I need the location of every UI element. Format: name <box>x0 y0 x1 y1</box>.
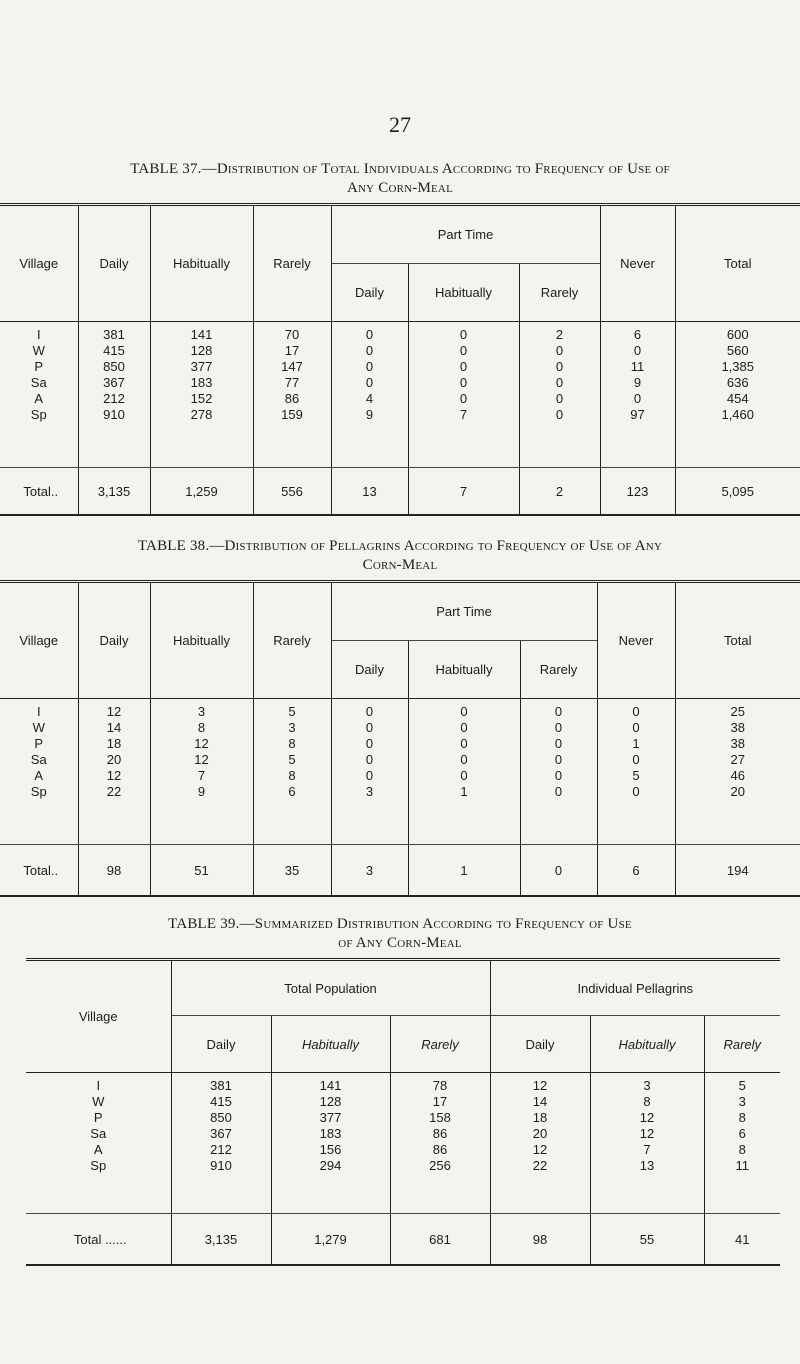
table39-total-ip-rarely: 41 <box>704 1214 780 1266</box>
table39-cell: W <box>92 1094 105 1109</box>
table39-col-tp-daily <box>171 1073 271 1214</box>
table38-cell: 0 <box>365 752 374 767</box>
table37-cell: Sa <box>30 375 47 390</box>
table39-total-ip-daily: 98 <box>490 1214 590 1266</box>
table37-cell: 0 <box>555 359 564 374</box>
table37-cell: 0 <box>633 391 642 406</box>
table37-body <box>0 322 800 468</box>
table37-cell: W <box>32 343 45 358</box>
table38-col-pt-rarely <box>520 699 597 845</box>
table37-cell: P <box>34 359 44 374</box>
table37-caption <box>0 160 800 198</box>
table37-total-pt-daily: 13 <box>331 468 408 516</box>
table39-cell: 12 <box>532 1142 548 1157</box>
table38-header-part-time: Part Time <box>331 582 597 641</box>
table37-header-never: Never <box>600 205 675 322</box>
table38-cell: 12 <box>194 736 209 751</box>
table37-cell: 0 <box>555 343 564 358</box>
table38-cell: 8 <box>197 720 206 735</box>
table38-cell: 20 <box>106 752 122 767</box>
table37-header-daily: Daily <box>78 205 150 322</box>
table37-cell: 0 <box>365 359 374 374</box>
table38-total-rarely: 35 <box>253 845 331 897</box>
table39-cell: 3 <box>738 1094 746 1109</box>
table39-caption <box>0 915 800 953</box>
table39-cell: 12 <box>639 1126 655 1141</box>
table39-col-tp-habitually <box>271 1073 390 1214</box>
table37-cell: 850 <box>103 359 125 374</box>
table38-header-pt-habitually: Habitually <box>408 641 520 699</box>
table39-cell: 141 <box>319 1078 342 1093</box>
table39-total-ip-habitually: 55 <box>590 1214 704 1266</box>
table38-cell: 1 <box>632 736 640 751</box>
table39 <box>26 958 780 1266</box>
table37-total-label: Total.. <box>0 468 78 516</box>
table38-cell: 6 <box>288 784 296 799</box>
table38-cell: 3 <box>288 720 296 735</box>
table37-cell: 0 <box>365 343 374 358</box>
table37-cell: 9 <box>365 407 374 422</box>
table38-total-pt-daily: 3 <box>331 845 408 897</box>
table38-cell: 5 <box>288 704 296 719</box>
table39-cell: 12 <box>639 1110 655 1125</box>
table39-header-ip-daily: Daily <box>490 1016 590 1073</box>
table39-cell: 8 <box>738 1142 746 1157</box>
table39-col-ip-habitually <box>590 1073 704 1214</box>
table37-cell: 86 <box>284 391 300 406</box>
table39-cell: 78 <box>432 1078 448 1093</box>
table38-cell: 3 <box>197 704 206 719</box>
table37-cell: 183 <box>190 375 213 390</box>
table37-cell: 0 <box>555 407 564 422</box>
table38-cell: 0 <box>632 752 640 767</box>
table39-cell: 367 <box>210 1126 232 1141</box>
table38 <box>0 580 800 897</box>
table38-cell: 14 <box>106 720 122 735</box>
table39-header-total-population: Total Population <box>171 960 490 1016</box>
table37-cell: 0 <box>459 343 468 358</box>
table37-cell: 560 <box>726 343 749 358</box>
table37-caption-line2: Any Corn-Meal <box>346 180 453 196</box>
table39-cell: 415 <box>210 1094 232 1109</box>
table37-cell: 910 <box>103 407 125 422</box>
table37-cell: 159 <box>281 407 303 422</box>
table38-cell: 18 <box>106 736 122 751</box>
table38-cell: 0 <box>460 704 468 719</box>
table39-cell: 13 <box>639 1158 655 1173</box>
table37-cell: 454 <box>726 391 749 406</box>
table37-col-never <box>600 322 675 468</box>
table37-col-rarely <box>253 322 331 468</box>
table38-caption <box>0 537 800 575</box>
table38-header-daily: Daily <box>78 582 150 699</box>
table37-cell: 212 <box>103 391 125 406</box>
table38-cell: 38 <box>730 736 745 751</box>
page-number: 27 <box>389 112 411 137</box>
table38-total-pt-rarely: 0 <box>520 845 597 897</box>
table38-cell: 3 <box>365 784 374 799</box>
table38-header-rarely: Rarely <box>253 582 331 699</box>
table38-cell: 38 <box>730 720 745 735</box>
table37-col-pt-rarely <box>519 322 600 468</box>
table37-cell: 600 <box>726 327 749 342</box>
table39-cell: 86 <box>432 1142 448 1157</box>
table38-header-village: Village <box>0 582 78 699</box>
table39-cell: Sp <box>90 1158 107 1173</box>
table38-col-never <box>597 699 675 845</box>
table38-cell: 12 <box>106 768 122 783</box>
table39-header-village: Village <box>26 960 171 1073</box>
table39-col-ip-daily <box>490 1073 590 1214</box>
table38-cell: 5 <box>632 768 640 783</box>
table39-cell: 294 <box>319 1158 342 1173</box>
table38-body <box>0 699 800 845</box>
table37-header-habitually: Habitually <box>150 205 253 322</box>
table38-cell: 0 <box>365 768 374 783</box>
table37-cell: 152 <box>190 391 213 406</box>
table38-total-label: Total.. <box>0 845 78 897</box>
table38-cell: 0 <box>365 736 374 751</box>
table37-cell: 2 <box>555 327 564 342</box>
table37-cell: 7 <box>459 407 468 422</box>
table39-body <box>26 1073 780 1214</box>
table39-caption-line2: of Any Corn-Meal <box>338 935 462 951</box>
table38-cell: W <box>32 720 45 735</box>
table37-header-part-time: Part Time <box>331 205 600 264</box>
table39-col-tp-rarely <box>390 1073 490 1214</box>
table37-caption-prefix: TABLE 37.— <box>130 161 217 177</box>
table39-header-tp-daily: Daily <box>171 1016 271 1073</box>
table38-header-pt-rarely: Rarely <box>520 641 597 699</box>
table38-cell: 0 <box>554 736 563 751</box>
table38-cell: Sp <box>30 784 47 799</box>
table37-total-never: 123 <box>600 468 675 516</box>
table37-cell: 0 <box>365 327 374 342</box>
table38-total-row <box>0 845 800 897</box>
table37-cell: 77 <box>284 375 300 390</box>
table39-cell: A <box>93 1142 103 1157</box>
table37-total-pt-habitually: 7 <box>408 468 519 516</box>
table38-cell: 0 <box>554 768 563 783</box>
table39-total-label: Total ...... <box>26 1214 171 1266</box>
table38-total-never: 6 <box>597 845 675 897</box>
table37-cell: 9 <box>633 375 642 390</box>
table37-cell: A <box>34 391 44 406</box>
table37-cell: 415 <box>103 343 125 358</box>
table38-cell: 22 <box>106 784 122 799</box>
table39-cell: 6 <box>738 1126 746 1141</box>
table39-cell: 14 <box>532 1094 548 1109</box>
table38-col-rarely <box>253 699 331 845</box>
table39-cell: 86 <box>432 1126 448 1141</box>
table39-caption-line1: Summarized Distribution According to Frequency of Use <box>254 916 632 932</box>
table38-cell: I <box>36 704 41 719</box>
table39-cell: I <box>96 1078 101 1093</box>
table38-header-never: Never <box>597 582 675 699</box>
table38-caption-line1: Distribution of Pellagrins According to Frequency of Use of Any <box>224 538 663 554</box>
table37-cell: I <box>36 327 41 342</box>
table37-cell: 4 <box>365 391 374 406</box>
table37-cell: 1,460 <box>721 407 755 422</box>
table37-cell: 6 <box>633 327 642 342</box>
table37-cell: 0 <box>555 375 564 390</box>
table39-cell: 910 <box>210 1158 232 1173</box>
table39-cell: 377 <box>319 1110 342 1125</box>
table39-cell: 850 <box>210 1110 232 1125</box>
table37-col-total <box>675 322 800 468</box>
table39-cell: 212 <box>210 1142 232 1157</box>
table37-total-pt-rarely: 2 <box>519 468 600 516</box>
table38-cell: 0 <box>632 784 640 799</box>
table37-cell: 0 <box>459 391 468 406</box>
table38-cell: 8 <box>288 768 296 783</box>
table39-header-individual-pellagrins: Individual Pellagrins <box>490 960 780 1016</box>
table39-header-tp-habitually: Habitually <box>271 1016 390 1073</box>
table37-cell: 17 <box>284 343 300 358</box>
table37-cell: 0 <box>459 375 468 390</box>
table39-total-tp-daily: 3,135 <box>171 1214 271 1266</box>
table37-cell: 0 <box>555 391 564 406</box>
table39-cell: 5 <box>738 1078 746 1093</box>
table37-cell: 367 <box>103 375 125 390</box>
table39-cell: 18 <box>532 1110 548 1125</box>
table38-cell: 12 <box>194 752 209 767</box>
table38-col-village <box>0 699 78 845</box>
table37-cell: 0 <box>459 359 468 374</box>
table37-total-rarely: 556 <box>253 468 331 516</box>
table37-cell: 278 <box>190 407 213 422</box>
table38-total-habitually: 51 <box>150 845 253 897</box>
table37-header-village: Village <box>0 205 78 322</box>
table38-cell: P <box>34 736 44 751</box>
table38-cell: A <box>34 768 44 783</box>
table38-cell: 0 <box>554 784 563 799</box>
table38-col-pt-habitually <box>408 699 520 845</box>
table38-cell: 0 <box>460 752 468 767</box>
table37-cell: Sp <box>30 407 47 422</box>
table37-col-daily <box>78 322 150 468</box>
table37-cell: 70 <box>284 327 300 342</box>
table37-cell: 147 <box>281 359 303 374</box>
table38-col-pt-daily <box>331 699 408 845</box>
table38-cell: 0 <box>632 704 640 719</box>
table38-cell: Sa <box>30 752 47 767</box>
table38-cell: 1 <box>460 784 468 799</box>
table38-total-daily: 98 <box>78 845 150 897</box>
table38-header-pt-daily: Daily <box>331 641 408 699</box>
table39-cell: Sa <box>90 1126 107 1141</box>
table39-cell: 256 <box>429 1158 451 1173</box>
table39-header-tp-rarely: Rarely <box>390 1016 490 1073</box>
table37-col-pt-habitually <box>408 322 519 468</box>
table38-cell: 7 <box>197 768 206 783</box>
table37-header-total: Total <box>675 205 800 322</box>
table37-cell: 0 <box>633 343 642 358</box>
table38-cell: 0 <box>460 768 468 783</box>
table39-total-tp-habitually: 1,279 <box>271 1214 390 1266</box>
table38-cell: 0 <box>554 704 563 719</box>
table39-cell: P <box>93 1110 103 1125</box>
table39-caption-prefix: TABLE 39.— <box>168 916 255 932</box>
table38-caption-line2: Corn-Meal <box>362 557 438 573</box>
table37-header-pt-habitually: Habitually <box>408 264 519 322</box>
table37-total-total: 5,095 <box>675 468 800 516</box>
table39-col-village <box>26 1073 171 1214</box>
table38-cell: 8 <box>288 736 296 751</box>
table37-col-habitually <box>150 322 253 468</box>
table38-cell: 0 <box>554 752 563 767</box>
table37-col-village <box>0 322 78 468</box>
table39-cell: 156 <box>319 1142 342 1157</box>
table39-cell: 12 <box>532 1078 548 1093</box>
table38-col-habitually <box>150 699 253 845</box>
table39-header-ip-habitually: Habitually <box>590 1016 704 1073</box>
table38-header-total: Total <box>675 582 800 699</box>
table37-cell: 636 <box>726 375 749 390</box>
table37-header-pt-daily: Daily <box>331 264 408 322</box>
table38-caption-prefix: TABLE 38.— <box>137 538 225 554</box>
table37-cell: 0 <box>459 327 468 342</box>
table39-cell: 381 <box>210 1078 232 1093</box>
table37-col-pt-daily <box>331 322 408 468</box>
table38-cell: 25 <box>730 704 745 719</box>
table39-cell: 183 <box>319 1126 342 1141</box>
table37-cell: 381 <box>103 327 125 342</box>
table37-header-pt-rarely: Rarely <box>519 264 600 322</box>
table38-cell: 9 <box>197 784 206 799</box>
table38-cell: 46 <box>730 768 745 783</box>
table38-cell: 5 <box>288 752 296 767</box>
table38-cell: 27 <box>730 752 745 767</box>
table38-cell: 0 <box>365 720 374 735</box>
table37-caption-line1: Distribution of Total Individuals According to Frequency of Use of <box>216 161 670 177</box>
table39-cell: 22 <box>532 1158 548 1173</box>
table39-cell: 128 <box>319 1094 342 1109</box>
table39-cell: 3 <box>643 1078 651 1093</box>
table38-cell: 0 <box>632 720 640 735</box>
table38-col-total <box>675 699 800 845</box>
table38-cell: 20 <box>730 784 745 799</box>
table39-cell: 8 <box>643 1094 651 1109</box>
table39-cell: 17 <box>432 1094 448 1109</box>
table37-total-row <box>0 468 800 516</box>
table38-total-total: 194 <box>675 845 800 897</box>
table37 <box>0 203 800 516</box>
table39-header-ip-rarely: Rarely <box>704 1016 780 1073</box>
table37-cell: 1,385 <box>721 359 755 374</box>
table38-cell: 0 <box>460 736 468 751</box>
table39-cell: 158 <box>429 1110 451 1125</box>
table37-total-habitually: 1,259 <box>150 468 253 516</box>
table39-col-ip-rarely <box>704 1073 780 1214</box>
table37-cell: 141 <box>190 327 213 342</box>
table39-cell: 11 <box>735 1158 749 1173</box>
table38-cell: 0 <box>365 704 374 719</box>
table39-cell: 8 <box>738 1110 746 1125</box>
table37-total-daily: 3,135 <box>78 468 150 516</box>
table38-cell: 0 <box>554 720 563 735</box>
table38-col-daily <box>78 699 150 845</box>
table38-cell: 0 <box>460 720 468 735</box>
table37-cell: 0 <box>365 375 374 390</box>
table39-total-tp-rarely: 681 <box>390 1214 490 1266</box>
table39-cell: 7 <box>643 1142 651 1157</box>
table37-cell: 11 <box>630 359 645 374</box>
table37-header-rarely: Rarely <box>253 205 331 322</box>
table38-cell: 12 <box>106 704 122 719</box>
table38-header-habitually: Habitually <box>150 582 253 699</box>
table37-cell: 97 <box>630 407 645 422</box>
table39-cell: 20 <box>532 1126 548 1141</box>
table37-cell: 377 <box>190 359 213 374</box>
table39-total-row <box>26 1214 780 1266</box>
table37-cell: 128 <box>190 343 213 358</box>
table38-total-pt-habitually: 1 <box>408 845 520 897</box>
